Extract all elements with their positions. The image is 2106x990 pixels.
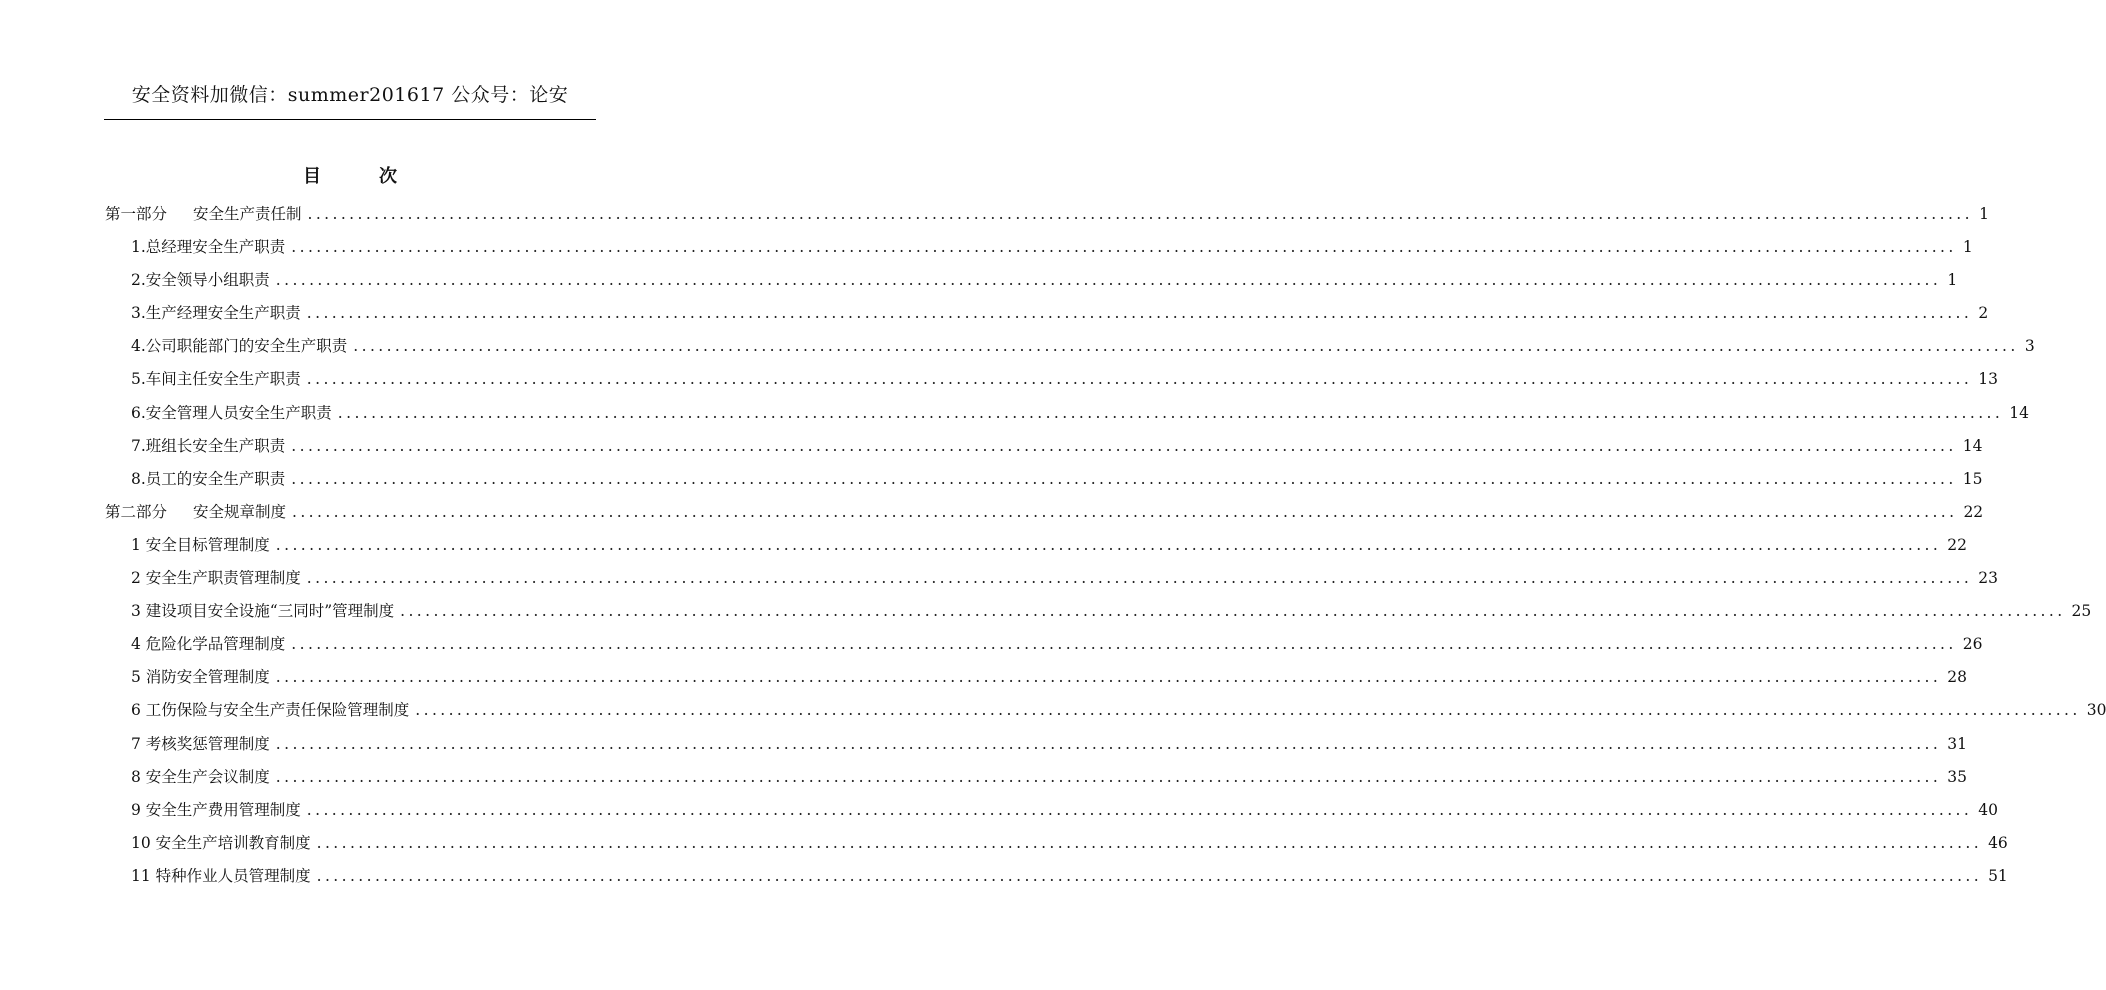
dot-leader: ........................................................................................................................................................................................................ <box>275 668 1942 687</box>
toc-entry-title: 2.安全领导小组职责 <box>131 271 270 290</box>
toc-entry-title: 7 考核奖惩管理制度 <box>131 734 270 753</box>
toc-entry-label <box>131 529 270 562</box>
toc-page-number: 51 <box>1988 866 2008 885</box>
toc-entry-title: 10 安全生产培训教育制度 <box>131 833 311 852</box>
dot-leader: ........................................................................................................................................................................................................ <box>415 701 2081 720</box>
dot-leader: ........................................................................................................................................................................................................ <box>275 734 1942 753</box>
toc-entry[interactable] <box>105 794 1998 827</box>
dot-leader: ........................................................................................................................................................................................................ <box>306 800 1973 819</box>
dot-leader: ........................................................................................................................................................................................................ <box>316 866 1983 885</box>
toc-title: 目 次 <box>303 166 417 187</box>
toc-page-number: 26 <box>1962 635 1983 654</box>
toc-entry[interactable] <box>105 860 2008 893</box>
toc-page-number: 1 <box>1947 271 1958 290</box>
toc-page-number: 1 <box>1962 238 1973 257</box>
toc-entry-title: 3.生产经理安全生产职责 <box>131 304 301 323</box>
dot-leader: ........................................................................................................................................................................................................ <box>306 304 1973 323</box>
toc-entry-title: 1 安全目标管理制度 <box>131 535 270 554</box>
dot-leader: ........................................................................................................................................................................................................ <box>337 403 2004 422</box>
toc-entry-title: 4.公司职能部门的安全生产职责 <box>131 337 348 356</box>
toc-entry[interactable] <box>105 728 1967 761</box>
toc-entry-label <box>131 363 301 396</box>
dot-leader: ........................................................................................................................................................................................................ <box>291 469 1957 488</box>
toc-entry-label <box>131 297 301 330</box>
toc-entry-title: 8.员工的安全生产职责 <box>131 469 286 488</box>
toc-part-number: 第一部分 <box>105 205 168 223</box>
toc-entry-label <box>105 198 302 231</box>
dot-leader: ........................................................................................................................................................................................................ <box>307 205 1973 223</box>
toc-page-number: 35 <box>1947 767 1967 786</box>
toc-entry-title: 7.班组长安全生产职责 <box>131 436 286 455</box>
toc-page-number: 28 <box>1947 668 1967 687</box>
dot-leader: ........................................................................................................................................................................................................ <box>316 833 1983 852</box>
toc-entry[interactable] <box>105 827 2008 860</box>
toc-entry-label <box>131 860 311 893</box>
toc-entry-title: 2 安全生产职责管理制度 <box>131 569 301 588</box>
toc-entry-label <box>131 562 301 595</box>
toc-entry-label <box>131 794 301 827</box>
toc-entry-title: 6 工伤保险与安全生产责任保险管理制度 <box>131 701 410 720</box>
toc-entry[interactable] <box>105 463 1983 496</box>
header-divider <box>104 119 596 120</box>
toc-entry-label <box>131 231 285 264</box>
toc-page-number: 22 <box>1963 502 1984 521</box>
toc-entry[interactable] <box>105 562 1998 595</box>
dot-leader: ........................................................................................................................................................................................................ <box>291 635 1957 654</box>
toc-entry-title: 11 特种作业人员管理制度 <box>131 866 311 885</box>
toc-entry[interactable] <box>105 628 1983 661</box>
toc-part-number: 第二部分 <box>105 502 168 521</box>
dot-leader: ........................................................................................................................................................................................................ <box>275 767 1942 786</box>
toc-entry[interactable] <box>105 694 2106 727</box>
toc-entry[interactable] <box>105 761 1967 794</box>
toc-entry-title: 8 安全生产会议制度 <box>131 767 270 786</box>
toc-entry[interactable] <box>105 330 2035 363</box>
toc-page-number: 14 <box>1962 436 1983 455</box>
toc-entry-title: 安全规章制度 <box>193 502 287 521</box>
toc-entry-label <box>131 661 270 694</box>
dot-leader: ........................................................................................................................................................................................................ <box>275 535 1942 554</box>
dot-leader: ........................................................................................................................................................................................................ <box>291 238 1957 257</box>
toc-entry-label <box>131 430 285 463</box>
toc-part-entry[interactable] <box>105 198 1989 231</box>
toc-part-entry[interactable] <box>105 496 1984 529</box>
toc-entry-label <box>131 728 270 761</box>
dot-leader: ........................................................................................................................................................................................................ <box>292 502 1958 521</box>
toc-page-number: 23 <box>1978 569 1998 588</box>
toc-entry[interactable] <box>105 397 2029 430</box>
dot-leader: ........................................................................................................................................................................................................ <box>291 436 1957 455</box>
toc-entry[interactable] <box>105 595 2092 628</box>
toc-entry-label <box>131 628 285 661</box>
toc-entry[interactable] <box>105 297 1989 330</box>
toc-entry-title: 1.总经理安全生产职责 <box>131 238 286 257</box>
toc-entry[interactable] <box>105 661 1967 694</box>
toc-entry[interactable] <box>105 430 1983 463</box>
dot-leader: ........................................................................................................................................................................................................ <box>306 370 1973 389</box>
toc-entry-title: 9 安全生产费用管理制度 <box>131 800 301 819</box>
toc-page-number: 46 <box>1988 833 2008 852</box>
toc-entry-title: 4 危险化学品管理制度 <box>131 635 286 654</box>
toc-page-number: 14 <box>2009 403 2029 422</box>
toc-page-number: 22 <box>1947 535 1967 554</box>
toc-page-number: 25 <box>2071 602 2092 621</box>
toc-entry-title: 3 建设项目安全设施“三同时”管理制度 <box>131 602 395 621</box>
toc-page-number: 40 <box>1978 800 1998 819</box>
toc-page-number: 1 <box>1979 205 1989 223</box>
page-header: 安全资料加微信：summer201617 公众号：论安 <box>131 84 569 106</box>
table-of-contents <box>105 198 2106 893</box>
toc-entry-label <box>131 463 285 496</box>
dot-leader: ........................................................................................................................................................................................................ <box>275 271 1942 290</box>
toc-entry[interactable] <box>105 529 1967 562</box>
toc-entry-label <box>105 496 286 529</box>
toc-entry-label <box>131 827 311 860</box>
toc-entry[interactable] <box>105 264 1958 297</box>
toc-page-number: 2 <box>1978 304 1989 323</box>
toc-page-number: 13 <box>1978 370 1998 389</box>
toc-page-number: 30 <box>2086 701 2106 720</box>
toc-page-number: 15 <box>1962 469 1983 488</box>
toc-entry-title: 5.车间主任安全生产职责 <box>131 370 301 389</box>
toc-entry[interactable] <box>105 363 1998 396</box>
toc-entry-label <box>131 264 270 297</box>
toc-entry[interactable] <box>105 231 1973 264</box>
dot-leader: ........................................................................................................................................................................................................ <box>306 569 1973 588</box>
toc-entry-label <box>131 761 270 794</box>
dot-leader: ........................................................................................................................................................................................................ <box>400 602 2066 621</box>
toc-entry-label <box>131 397 332 430</box>
toc-entry-label <box>131 330 347 363</box>
toc-page-number: 31 <box>1947 734 1967 753</box>
dot-leader: ........................................................................................................................................................................................................ <box>353 337 2019 356</box>
toc-entry-label <box>131 694 409 727</box>
toc-entry-title: 6.安全管理人员安全生产职责 <box>131 403 332 422</box>
toc-entry-title: 5 消防安全管理制度 <box>131 668 270 687</box>
toc-page-number: 3 <box>2024 337 2035 356</box>
toc-entry-title: 安全生产责任制 <box>193 205 302 223</box>
toc-entry-label <box>131 595 394 628</box>
